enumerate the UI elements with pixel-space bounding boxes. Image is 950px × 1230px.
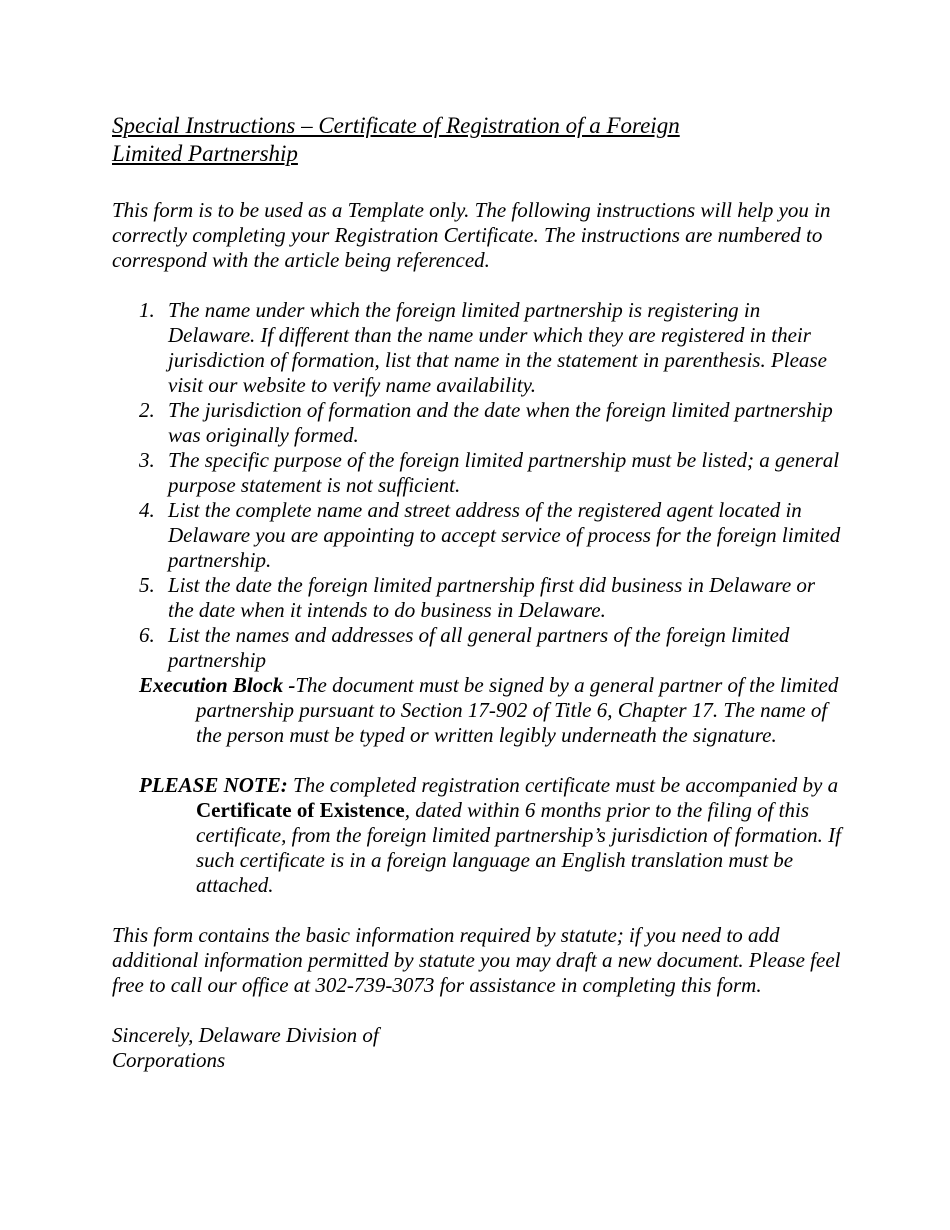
list-item xyxy=(112,298,844,398)
item-number: 1. xyxy=(139,298,155,322)
please-note-text-after: , dated within 6 months prior to the filing of this certificate, from the foreign limited partnership’s jurisdiction of formation. If such certificate is in a foreign language an English translation must be attached. xyxy=(196,798,841,897)
item-text: The name under which the foreign limited partnership is registering in Delaware. If different than the name under which they are registered in their jurisdiction of formation, list that name in the statement in parenthesis. Please visit our website to verify name availability. xyxy=(168,298,827,397)
page-title: Special Instructions – Certificate of Registration of a Foreign Limited Partnership xyxy=(112,113,680,166)
list-item xyxy=(112,448,844,498)
please-note-label: PLEASE NOTE: xyxy=(139,773,288,797)
please-note xyxy=(139,773,844,898)
item-text: The specific purpose of the foreign limited partnership must be listed; a general purpose statement is not sufficient. xyxy=(168,448,840,497)
execution-block xyxy=(139,673,844,748)
certificate-of-existence-term: Certificate of Existence xyxy=(196,798,405,822)
item-number: 3. xyxy=(139,448,155,472)
item-number: 6. xyxy=(139,623,155,647)
list-item xyxy=(112,623,844,673)
item-text: List the complete name and street address of the registered agent located in Delaware you are appointing to accept service of process for the foreign limited partnership. xyxy=(168,498,841,572)
please-note-text-before: The completed registration certificate must be accompanied by a xyxy=(287,773,839,797)
list-item xyxy=(112,573,844,623)
instruction-list xyxy=(112,298,844,673)
item-number: 4. xyxy=(139,498,155,522)
item-text: The jurisdiction of formation and the date when the foreign limited partnership was originally formed. xyxy=(168,398,833,447)
item-text: List the date the foreign limited partnership first did business in Delaware or the date when it intends to do business in Delaware. xyxy=(168,573,816,622)
list-item xyxy=(112,498,844,573)
signoff: Sincerely, Delaware Division of Corporations xyxy=(112,1023,379,1072)
item-text: List the names and addresses of all general partners of the foreign limited partnership xyxy=(168,623,790,672)
intro-paragraph: This form is to be used as a Template only. The following instructions will help you in correctly completing your Registration Certificate. The instructions are numbered to correspond with the article being referenced. xyxy=(112,198,831,272)
item-number: 2. xyxy=(139,398,155,422)
instruction-page xyxy=(112,112,844,1073)
execution-block-label: Execution Block - xyxy=(139,673,296,697)
item-number: 5. xyxy=(139,573,155,597)
closing-paragraph: This form contains the basic information required by statute; if you need to add additional information permitted by statute you may draft a new document. Please feel free to call our office at 302-739-3073 for assistance in completing this form. xyxy=(112,923,841,997)
list-item xyxy=(112,398,844,448)
execution-block-text: The document must be signed by a general partner of the limited partnership pursuant to Section 17-902 of Title 6, Chapter 17. The name of the person must be typed or written legibly underneath the signature. xyxy=(196,673,839,747)
